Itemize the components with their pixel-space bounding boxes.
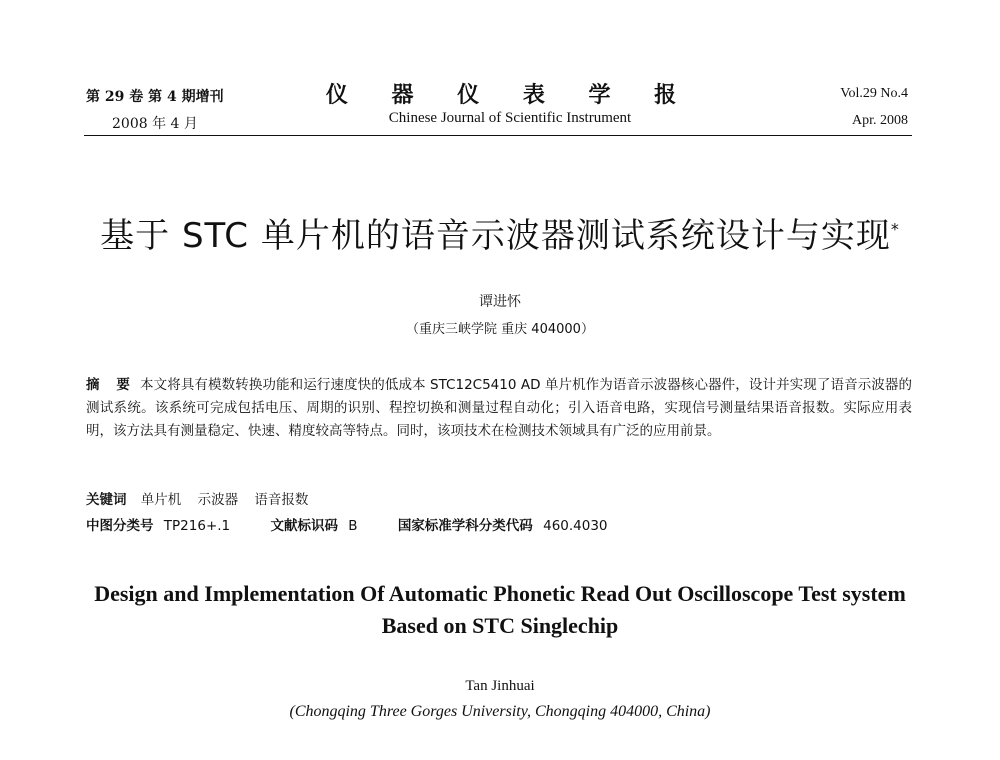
doc-code-value: B [348,518,358,534]
affiliation-en: (Chongqing Three Gorges University, Chongqing 404000, China) [289,703,711,720]
paper-title-en: Design and Implementation Of Automatic Phonetic Read Out Oscilloscope Test system Based on STC Singlechip [94,581,906,638]
abstract-label: 摘 要 [86,377,137,393]
author-en: Tan Jinhuai [465,678,535,694]
keyword-item: 示波器 [197,492,239,508]
date-en: Apr. 2008 [852,113,908,128]
title-footnote-marker: * [890,219,900,239]
classification-codes [86,514,644,534]
header-rule [84,135,912,136]
volume-issue-en: Vol.29 No.4 [840,86,908,101]
author-cn: 谭进怀 [479,294,521,310]
keyword-item: 语音报数 [254,492,309,508]
keyword-item: 单片机 [140,492,182,508]
clc-value: TP216+.1 [163,518,231,534]
abstract-cn [86,374,912,443]
date-cn: 2008 年 4 月 [112,116,198,132]
std-code-value: 460.4030 [543,518,608,534]
keywords [86,488,320,508]
keywords-label: 关键词 [86,492,127,508]
paper-title-cn [0,208,1000,257]
clc-label: 中图分类号 [86,518,154,534]
journal-name-cn: 仪 器 仪 表 学 报 [325,82,695,108]
doc-code-label: 文献标识码 [270,518,338,534]
title-cn-text: 基于 STC 单片机的语音示波器测试系统设计与实现 [100,216,891,256]
volume-issue-cn: 第 29 卷 第 4 期增刊 [86,89,224,105]
abstract-text: 本文将具有模数转换功能和运行速度快的低成本 STC12C5410 AD 单片机作为语音示波器核心器件，设计并实现了语音示波器的测试系统。该系统可完成包括电压、周期的识别、程控切换和测量过程自动化；引入语音电路，实现信号测量结果语音报数。实际应用表明，该方法具有测量稳定、快速、精度较高等特点。同时，该项技术在检测技术领域具有广泛的应用前景。 [86,377,913,439]
std-code-label: 国家标准学科分类代码 [397,518,533,534]
journal-name-en: Chinese Journal of Scientific Instrument [388,110,632,126]
affiliation-cn: （重庆三峡学院 重庆 404000） [406,322,594,337]
